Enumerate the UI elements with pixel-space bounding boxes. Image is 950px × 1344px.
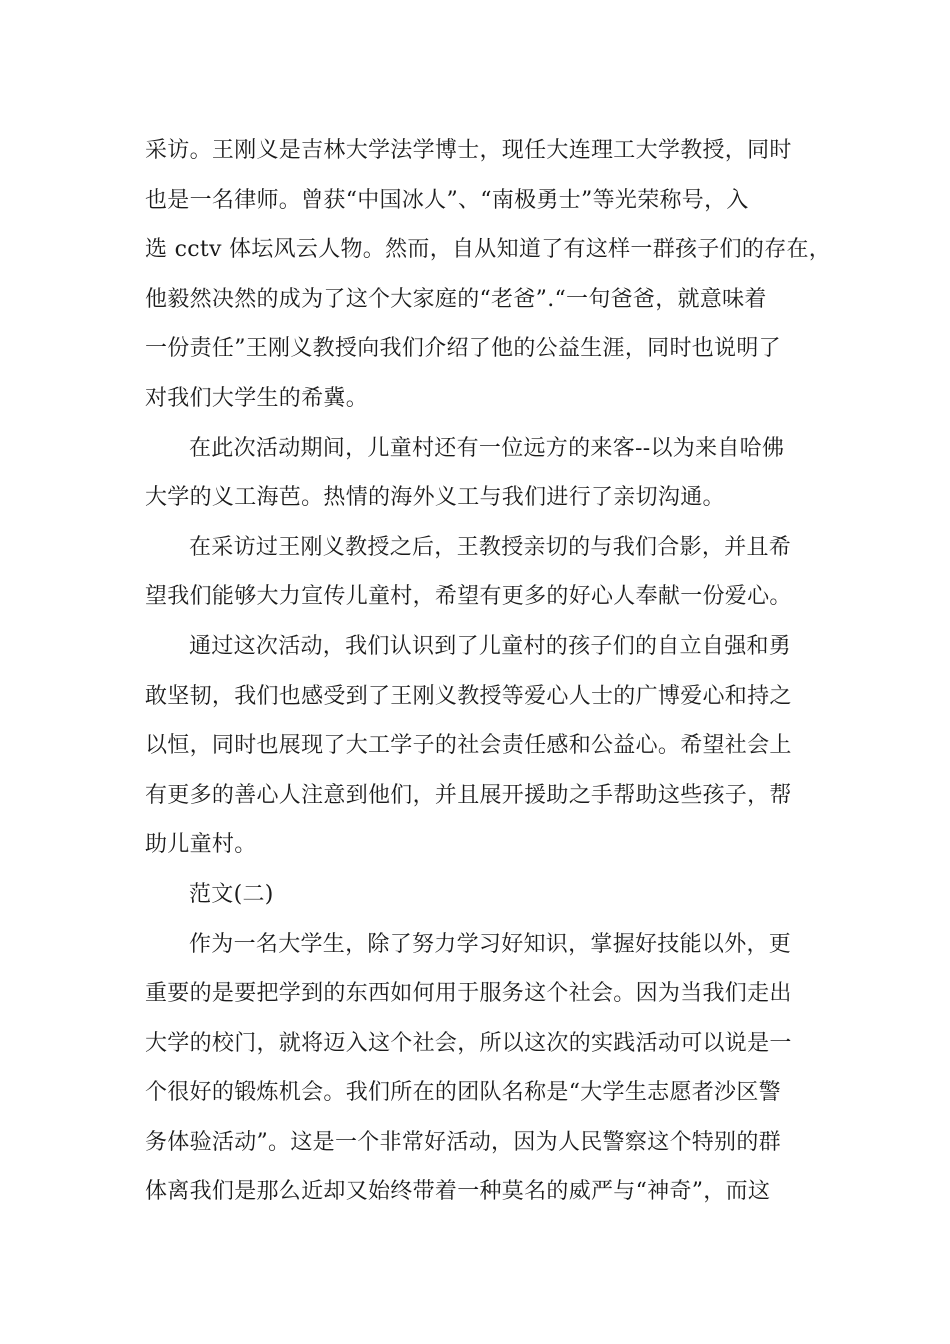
document-body: [145, 126, 832, 1217]
section-heading: 范文(二): [189, 881, 274, 907]
text-line: 务体验活动”。这是一个非常好活动，因为人民警察这个特别的群: [145, 1129, 781, 1155]
text-line: 采访。王刚义是吉林大学法学博士，现任大连理工大学教授，同时: [145, 138, 792, 163]
text-line: 他毅然决然的成为了这个大家庭的“老爸”.“一句爸爸，就意味着: [145, 286, 767, 312]
text-line: 选 cctv 体坛风云人物。然而，自从知道了有这样一群孩子们的存在，: [145, 237, 832, 263]
text-line: 助儿童村。: [145, 832, 257, 858]
paragraph-first-line: 在此次活动期间，儿童村还有一位远方的来客--以为来自哈佛: [189, 435, 785, 461]
text-line: 对我们大学生的希冀。: [145, 385, 369, 411]
text-line: 重要的是要把学到的东西如何用于服务这个社会。因为当我们走出: [145, 981, 792, 1007]
text-line: 大学的义工海芭。热情的海外义工与我们进行了亲切沟通。: [145, 485, 725, 511]
text-line: 大学的校门，就将迈入这个社会，所以这次的实践活动可以说是一: [145, 1030, 792, 1056]
text-line: 望我们能够大力宣传儿童村，希望有更多的好心人奉献一份爱心。: [145, 584, 792, 610]
paragraph-first-line: 在采访过王刚义教授之后，王教授亲切的与我们合影，并且希: [189, 534, 792, 560]
text-line: 个很好的锻炼机会。我们所在的团队名称是“大学生志愿者沙区警: [145, 1080, 781, 1106]
paragraph-first-line: 通过这次活动，我们认识到了儿童村的孩子们的自立自强和勇: [189, 633, 792, 659]
text-line: 也是一名律师。曾获“中国冰人”、“南极勇士”等光荣称号，入: [145, 187, 749, 213]
paragraph-first-line: 作为一名大学生，除了努力学习好知识，掌握好技能以外，更: [189, 931, 792, 957]
text-line: 有更多的善心人注意到他们，并且展开援助之手帮助这些孩子，帮: [145, 782, 792, 808]
text-line: 一份责任”王刚义教授向我们介绍了他的公益生涯，同时也说明了: [145, 336, 781, 362]
text-line: 敢坚韧，我们也感受到了王刚义教授等爱心人士的广博爱心和持之: [145, 683, 792, 709]
text-line: 体离我们是那么近却又始终带着一种莫名的威严与“神奇”，而这: [145, 1179, 771, 1205]
text-line: 以恒，同时也展现了大工学子的社会责任感和公益心。希望社会上: [145, 733, 792, 759]
